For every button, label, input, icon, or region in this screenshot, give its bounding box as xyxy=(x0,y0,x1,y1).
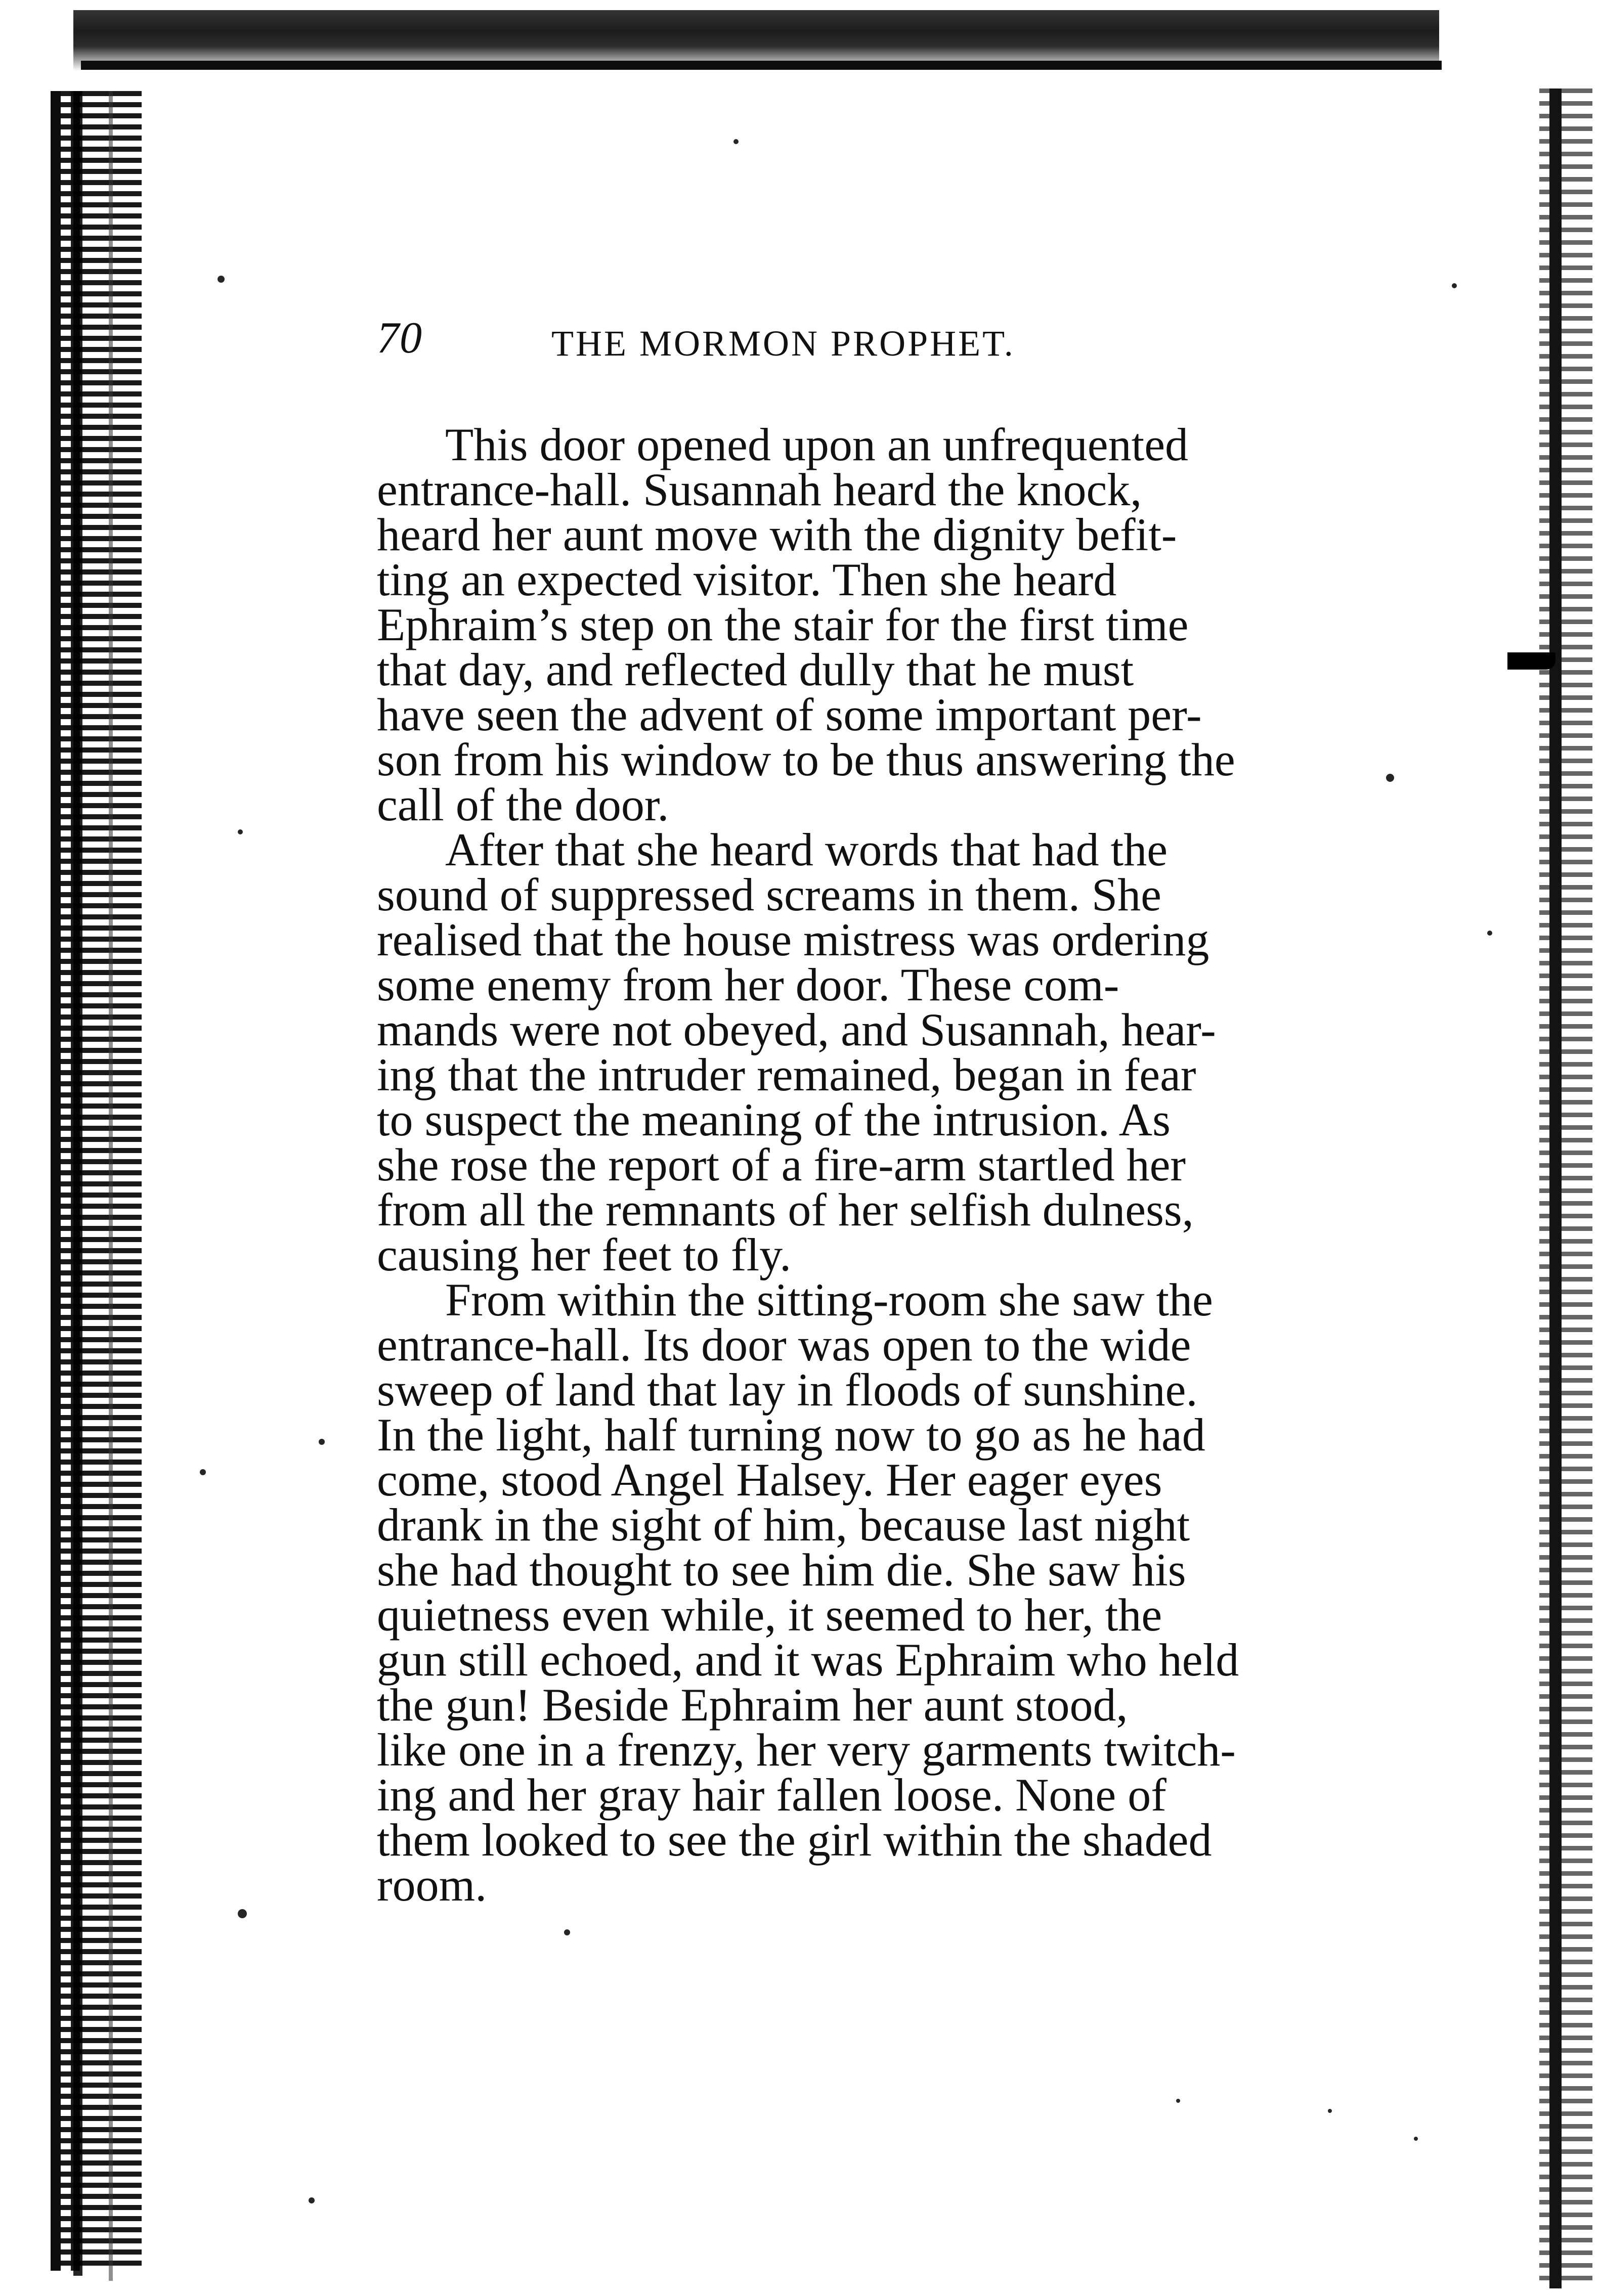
running-title: THE MORMON PROPHET. xyxy=(551,323,1015,364)
text-line: some enemy from her door. These com- xyxy=(377,959,1119,1010)
text-line: call of the door. xyxy=(377,779,669,830)
page-number: 70 xyxy=(377,314,422,363)
text-line: In the light, half turning now to go as he had xyxy=(377,1409,1205,1461)
text-line: to suspect the meaning of the intrusion. As xyxy=(377,1094,1171,1145)
speck xyxy=(200,1469,206,1475)
text-line: room. xyxy=(377,1859,487,1911)
text-line: ting an expected visitor. Then she heard xyxy=(377,554,1117,605)
speck xyxy=(733,139,739,144)
text-line: heard her aunt move with the dignity befit- xyxy=(377,509,1177,560)
text-line: From within the sitting-room she saw the xyxy=(445,1274,1213,1326)
speck xyxy=(1452,283,1457,288)
speck xyxy=(1386,774,1394,782)
text-line: have seen the advent of some important per- xyxy=(377,689,1202,740)
text-line: she had thought to see him die. She saw his xyxy=(377,1544,1186,1596)
speck xyxy=(564,1929,570,1935)
text-line: realised that the house mistress was ordering xyxy=(377,914,1209,965)
text-line: the gun! Beside Ephraim her aunt stood, xyxy=(377,1679,1128,1731)
speck xyxy=(319,1439,325,1445)
speck xyxy=(238,1909,247,1918)
text-line: from all the remnants of her selfish dulness, xyxy=(377,1184,1194,1235)
left-scan-edge xyxy=(51,91,142,2271)
text-line: ing and her gray hair fallen loose. None of xyxy=(377,1769,1166,1821)
paragraph-1 xyxy=(377,419,1287,830)
text-line: After that she heard words that had the xyxy=(445,824,1168,875)
speck xyxy=(1328,2109,1332,2113)
text-line: entrance-hall. Susannah heard the knock, xyxy=(377,464,1142,515)
page-content xyxy=(377,314,1287,1911)
page-header xyxy=(377,316,1287,377)
left-edge-line xyxy=(73,91,82,2276)
text-line: sound of suppressed screams in them. She xyxy=(377,869,1161,920)
text-line: drank in the sight of him, because last night xyxy=(377,1499,1190,1551)
text-line: Ephraim’s step on the stair for the first time xyxy=(377,599,1189,650)
speck xyxy=(1176,2099,1180,2103)
text-line: entrance-hall. Its door was open to the wide xyxy=(377,1319,1191,1371)
text-line: like one in a frenzy, her very garments twitch- xyxy=(377,1724,1236,1776)
text-line: she rose the report of a fire-arm startled her xyxy=(377,1139,1186,1190)
text-line: them looked to see the girl within the shaded xyxy=(377,1814,1212,1866)
speck xyxy=(238,829,243,834)
left-edge-secondary-line xyxy=(109,91,113,2281)
speck xyxy=(1487,931,1492,936)
top-rule xyxy=(81,61,1442,70)
text-line: This door opened upon an unfrequented xyxy=(445,419,1189,470)
paragraph-3 xyxy=(377,1274,1287,1911)
speck xyxy=(218,276,225,283)
speck xyxy=(309,2197,315,2203)
speck xyxy=(1414,2137,1418,2141)
text-line: mands were not obeyed, and Susannah, hear- xyxy=(377,1004,1216,1055)
text-line: quietness even while, it seemed to her, the xyxy=(377,1589,1162,1641)
right-edge-notch xyxy=(1507,652,1555,670)
text-line: son from his window to be thus answering the xyxy=(377,734,1235,785)
text-line: ing that the intruder remained, began in fear xyxy=(377,1049,1196,1100)
text-line: gun still echoed, and it was Ephraim who held xyxy=(377,1634,1239,1686)
text-line: causing her feet to fly. xyxy=(377,1229,792,1281)
text-line: that day, and reflected dully that he must xyxy=(377,644,1134,695)
paragraph-2 xyxy=(377,824,1287,1281)
right-scan-edge xyxy=(1539,89,1592,2288)
text-line: come, stood Angel Halsey. Her eager eyes xyxy=(377,1454,1162,1506)
text-line: sweep of land that lay in floods of sunshine. xyxy=(377,1364,1198,1416)
